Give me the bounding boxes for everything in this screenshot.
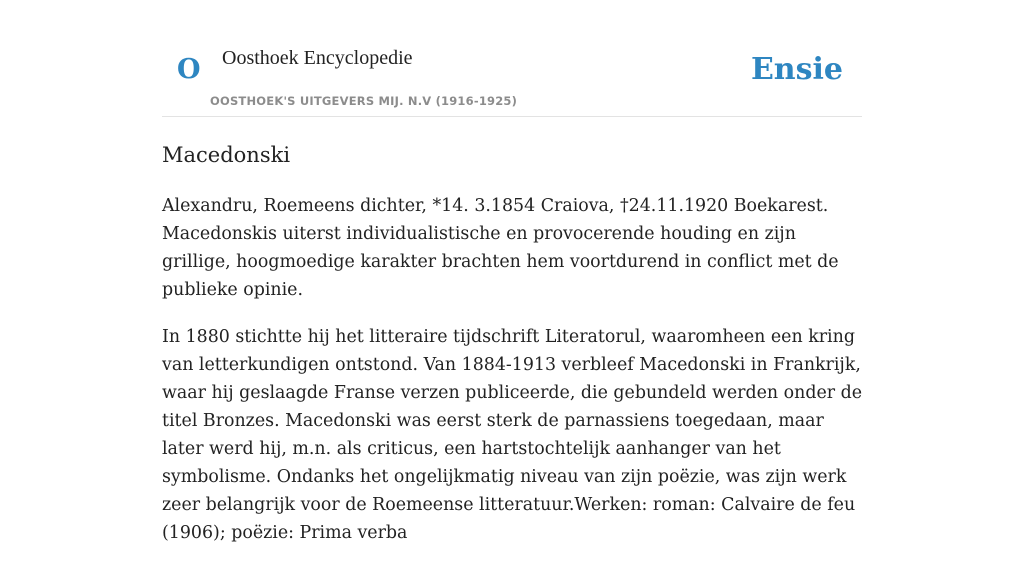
entry-paragraph-1: Alexandru, Roemeens dichter, *14. 3.1854 Craiova, †24.11.1920 Boekarest. Macedonskis uiterst individualistische en provocerende houding en zijn grillige, hoogmoedige karakter brachten hem voortdurend in conflict met de publieke opinie.: [162, 196, 839, 300]
site-logo-o[interactable]: O: [177, 54, 201, 85]
entry-body: [162, 192, 862, 566]
site-header: [162, 0, 862, 117]
site-title-link[interactable]: Oosthoek Encyclopedie: [222, 47, 413, 69]
publisher-subtitle: OOSTHOEK'S UITGEVERS MIJ. N.V (1916-1925): [210, 94, 518, 108]
ensie-brand-link[interactable]: Ensie: [750, 52, 843, 87]
entry-title: Macedonski: [162, 143, 291, 167]
content-container: [162, 0, 863, 543]
entry-paragraph-2: In 1880 stichtte hij het litteraire tijdschrift Literatorul, waaromheen een kring van letterkundigen ontstond. Van 1884-1913 verbleef Macedonski in Frankrijk, waar hij geslaagde Franse verzen publiceerde, die gebundeld werden onder de titel Bronzes. Macedonski was eerst sterk de parnassiens toegedaan, maar later werd hij, m.n. als criticus, een hartstochtelijk aanhanger van het symbolisme. Ondanks het ongelijkmatig niveau van zijn poëzie, was zijn werk zeer belangrijk voor de Roemeense litteratuur.Werken: roman: Calvaire de feu (1906); poëzie: Prima verba: [162, 327, 863, 543]
